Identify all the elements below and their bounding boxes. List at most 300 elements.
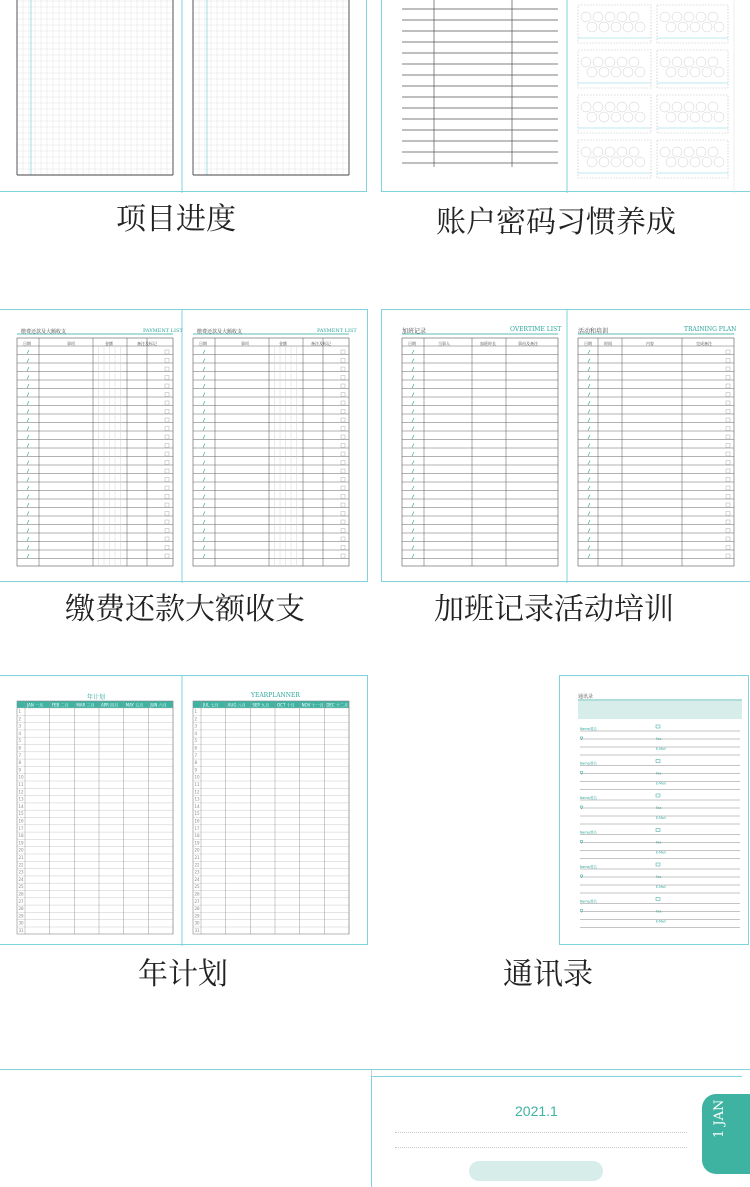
habit-hex [593,57,603,67]
contacts-pin-icon [580,772,583,775]
training-checkbox [726,478,730,482]
training-checkbox [726,384,730,388]
habit-hex [635,67,645,77]
habit-hex [666,157,676,167]
year-day-number: 12 [18,789,24,795]
year-day-number: 9 [18,767,22,773]
overtime-col-note: 事由及备注 [518,341,538,346]
payment-date-slash [203,393,205,397]
year-day-number: 20 [194,847,200,853]
payment-checkbox [341,469,345,473]
payment-date-slash [203,520,205,524]
payment-col-date-r: 日期 [199,341,207,346]
payment-date-slash [203,554,205,558]
contacts-pin-icon [580,910,583,913]
project-progress-grid [0,0,368,193]
overtime-date-slash [588,393,590,397]
overtime-date-slash [588,529,590,533]
payment-checkbox [165,529,169,533]
year-day-number: 30 [194,920,200,926]
payment-date-slash [203,503,205,507]
year-day-number: 29 [194,913,200,919]
payment-checkbox [341,520,345,524]
payment-table-border [193,338,349,566]
training-title: 活动和培训 [578,328,609,335]
year-month-label: AUG 八月 [227,702,246,708]
year-plan-notebook [0,675,368,945]
overtime-date-slash [412,546,414,550]
habit-hex [605,147,615,157]
year-day-number: 2 [194,716,198,722]
year-day-number: 10 [18,774,24,780]
training-checkbox [726,350,730,354]
contacts-fax-label: Fax [656,840,662,845]
overtime-date-slash [412,461,414,465]
contacts-email-label: E-Mail [656,747,666,751]
training-title-en: TRAINING PLAN [684,326,737,333]
overtime-table-border [402,338,558,566]
overtime-date-slash [588,384,590,388]
payment-checkbox [341,537,345,541]
payment-date-slash [27,520,29,524]
overtime-date-slash [412,554,414,558]
year-day-number: 3 [194,723,198,729]
habit-hex [587,157,597,167]
payment-checkbox [165,554,169,558]
payment-date-slash [203,410,205,414]
year-day-number: 22 [194,862,200,868]
payment-checkbox [341,418,345,422]
payment-checkbox [165,469,169,473]
year-day-number: 25 [194,884,200,890]
habit-hex [702,67,712,77]
payment-right-title-en: PAYMENT LIST [317,328,357,334]
overtime-date-slash [588,469,590,473]
payment-checkbox [341,393,345,397]
contacts-email-label: E-Mail [656,781,666,786]
contacts-phone-icon [656,794,660,797]
training-col-date: 日期 [584,341,592,346]
payment-date-slash [203,495,205,499]
habit-hex [599,67,609,77]
year-day-number: 14 [18,803,24,809]
habit-hex [672,147,682,157]
habit-hex [714,112,724,122]
payment-date-slash [203,486,205,490]
payment-checkbox [341,512,345,516]
payment-checkbox [165,384,169,388]
habit-hex [672,57,682,67]
habit-card [578,140,651,178]
training-checkbox [726,452,730,456]
contacts-fax-label: Fax [656,737,662,741]
year-day-number: 7 [194,752,198,758]
bottom-page-date: 2021.1 [515,1103,558,1119]
overtime-date-slash [412,478,414,482]
contacts-name-label: Name/姓名 [580,865,597,869]
payment-date-slash [203,444,205,448]
payment-date-slash [27,427,29,431]
habit-hex [666,67,676,77]
habit-hex [605,12,615,22]
year-day-number: 19 [18,840,24,846]
caption-project-progress: 项目进度 [116,202,236,237]
habit-hex [629,12,639,22]
habit-hex [660,57,670,67]
contacts-pin-icon [580,737,583,740]
year-day-number: 15 [194,811,200,817]
payment-checkbox [341,529,345,533]
overtime-date-slash [412,384,414,388]
habit-hex [714,67,724,77]
year-day-number: 17 [194,825,200,831]
year-day-number: 16 [18,818,24,824]
overtime-date-slash [412,427,414,431]
overtime-date-slash [412,410,414,414]
contacts-pin-icon [580,875,583,878]
year-day-number: 1 [194,709,198,714]
payment-col-note-r: 备注及标记 [311,341,331,346]
habit-hex [696,102,706,112]
payment-date-slash [203,529,205,533]
training-checkbox [726,393,730,397]
training-checkbox [726,418,730,422]
overtime-date-slash [588,512,590,516]
payment-date-slash [27,350,29,354]
payment-checkbox [341,546,345,550]
payment-checkbox [341,401,345,405]
payment-checkbox [341,503,345,507]
habit-hex [708,102,718,112]
payment-date-slash [203,384,205,388]
habit-hex [635,112,645,122]
habit-hex [702,22,712,32]
payment-checkbox [341,384,345,388]
habit-hex [593,12,603,22]
year-day-number: 8 [18,760,22,766]
year-day-number: 30 [18,920,24,926]
habit-hex [623,112,633,122]
payment-checkbox [165,478,169,482]
overtime-table-border [578,338,734,566]
overtime-date-slash [588,537,590,541]
overtime-col-time: 加班时长 [480,341,496,346]
payment-checkbox [341,350,345,354]
payment-col-amount-r: 金额 [279,341,287,346]
habit-hex [684,102,694,112]
contacts-phone-icon [656,863,660,866]
overtime-date-slash [588,444,590,448]
habit-hex [629,102,639,112]
habit-hex [684,147,694,157]
year-month-label: JAN 一月 [27,702,44,708]
payment-checkbox [341,376,345,380]
habit-hex [708,12,718,22]
payment-date-slash [27,529,29,533]
payment-checkbox [165,452,169,456]
year-day-number: 26 [18,891,24,897]
payment-left-title: 缴费还款及大额收支 [21,329,67,335]
training-checkbox [726,495,730,499]
habit-hex [684,57,694,67]
year-day-number: 3 [18,723,22,729]
payment-checkbox [165,503,169,507]
training-checkbox [726,520,730,524]
payment-date-slash [203,435,205,439]
year-day-number: 4 [194,730,198,736]
year-day-number: 17 [18,825,24,831]
bottom-dotted-line-2 [395,1147,687,1148]
year-month-label: JUL 七月 [203,702,219,708]
overtime-title-en: OVERTIME LIST [510,326,562,333]
contacts-email-label: E-Mail [656,885,666,889]
overtime-date-slash [588,410,590,414]
habit-hex [581,102,591,112]
payment-date-slash [27,469,29,473]
year-month-label: DEC 十二月 [326,702,349,708]
payment-checkbox [341,452,345,456]
habit-hex [617,57,627,67]
habit-hex [635,22,645,32]
overtime-date-slash [412,435,414,439]
year-day-number: 6 [18,745,22,751]
payment-checkbox [165,359,169,363]
year-day-number: 29 [18,913,24,919]
payment-date-slash [27,546,29,550]
year-day-number: 20 [18,847,24,853]
overtime-date-slash [588,350,590,354]
contacts-fax-label: Fax [656,909,662,914]
overtime-date-slash [588,376,590,380]
overtime-date-slash [588,478,590,482]
training-checkbox [726,461,730,465]
overtime-date-slash [588,401,590,405]
payment-col-amount: 金额 [105,341,113,346]
habit-hex [666,22,676,32]
habit-hex [587,112,597,122]
payment-checkbox [165,435,169,439]
overtime-col-person: 当事人 [438,341,450,346]
bottom-pill [469,1161,603,1181]
habit-hex [660,102,670,112]
overtime-date-slash [588,359,590,363]
payment-checkbox [341,478,345,482]
overtime-date-slash [412,469,414,473]
contacts-name-label: Name/姓名 [580,761,597,766]
training-checkbox [726,444,730,448]
year-day-number: 1 [18,709,22,714]
payment-date-slash [203,546,205,550]
habit-hex [708,57,718,67]
payment-col-item: 事项 [67,341,75,346]
caption-contacts: 通讯录 [503,957,593,992]
year-plan-title-right: YEARPLANNER [251,692,300,699]
habit-hex [696,147,706,157]
year-day-number: 26 [194,891,200,897]
year-day-number: 31 [194,928,200,933]
year-day-number: 12 [194,789,200,795]
training-checkbox [726,376,730,380]
year-month-label: MAR 三月 [76,702,95,708]
habit-hex [581,147,591,157]
payment-checkbox [165,546,169,550]
payment-checkbox [165,520,169,524]
bottom-dotted-line-1 [395,1132,687,1133]
overtime-date-slash [412,367,414,371]
overtime-date-slash [412,452,414,456]
habit-hex [660,147,670,157]
overtime-date-slash [412,495,414,499]
training-checkbox [726,503,730,507]
training-checkbox [726,486,730,490]
year-day-number: 21 [194,855,200,860]
payment-date-slash [27,478,29,482]
habit-card [578,5,651,43]
payment-date-slash [203,469,205,473]
year-month-label: FEB 二月 [51,702,69,708]
habit-hex [581,12,591,22]
habit-hex [617,147,627,157]
bottom-notebook [0,1069,750,1179]
year-day-number: 18 [194,833,200,839]
overtime-date-slash [412,486,414,490]
payment-date-slash [203,512,205,516]
contacts-title: 通讯录 [578,694,594,700]
habit-hex [611,157,621,167]
training-checkbox [726,537,730,541]
payment-checkbox [165,376,169,380]
contacts-email-label: E-Mail [656,816,666,820]
year-day-number: 5 [194,738,198,744]
contacts-name-label: Name/姓名 [580,796,597,800]
overtime-date-slash [588,452,590,456]
payment-checkbox [165,486,169,490]
overtime-date-slash [412,401,414,405]
year-day-number: 4 [18,730,22,736]
habit-hex [623,157,633,167]
year-day-number: 14 [194,803,200,809]
payment-checkbox [165,410,169,414]
year-day-number: 8 [194,760,198,766]
month-tab[interactable] [702,1094,750,1174]
habit-card [657,50,728,88]
payment-date-slash [203,376,205,380]
year-day-number: 21 [18,855,24,860]
habit-hex [623,22,633,32]
habit-hex [587,67,597,77]
payment-date-slash [27,444,29,448]
year-day-number: 2 [18,716,22,722]
contacts-email-label: E-Mail [656,850,666,855]
habit-card [578,50,651,88]
payment-checkbox [165,418,169,422]
account-habit-pages [382,0,750,193]
habit-hex [702,112,712,122]
payment-date-slash [203,350,205,354]
year-month-label: MAY 五月 [125,702,144,708]
payment-date-slash [203,418,205,422]
habit-hex [714,157,724,167]
payment-date-slash [203,452,205,456]
habit-hex [599,112,609,122]
caption-overtime-training: 加班记录活动培训 [434,592,674,627]
habit-hex [684,12,694,22]
contacts-name-label: Name/姓名 [580,830,597,835]
habit-hex [623,67,633,77]
contacts-header-band [578,701,742,719]
payment-checkbox [341,486,345,490]
payment-checkbox [341,444,345,448]
contacts-phone-icon [656,898,660,901]
caption-payment: 缴费还款大额收支 [65,592,305,627]
year-day-number: 28 [18,906,24,912]
habit-hex [635,157,645,167]
habit-hex [690,157,700,167]
contacts-name-label: Name/姓名 [580,727,597,731]
year-plan-grid [0,676,369,946]
year-day-number: 27 [18,898,24,904]
contacts-name-label: Name/姓名 [580,899,597,904]
payment-date-slash [27,503,29,507]
payment-checkbox [165,401,169,405]
payment-date-slash [203,401,205,405]
habit-hex [629,147,639,157]
training-checkbox [726,427,730,431]
training-checkbox [726,512,730,516]
payment-date-slash [27,410,29,414]
overtime-date-slash [412,529,414,533]
habit-hex [690,67,700,77]
year-day-number: 11 [18,782,24,787]
overtime-date-slash [412,350,414,354]
habit-card [657,140,728,178]
habit-hex [599,157,609,167]
habit-hex [696,57,706,67]
habit-hex [678,67,688,77]
payment-date-slash [203,427,205,431]
payment-date-slash [27,512,29,516]
payment-date-slash [27,376,29,380]
payment-col-date: 日期 [23,341,31,346]
habit-card [578,95,651,133]
habit-hex [672,102,682,112]
habit-hex [690,22,700,32]
training-checkbox [726,435,730,439]
training-checkbox [726,554,730,558]
year-plan-title-left: 年计划 [87,694,106,701]
payment-checkbox [165,393,169,397]
habit-hex [690,112,700,122]
year-day-number: 10 [194,774,200,780]
overtime-date-slash [588,546,590,550]
payment-checkbox [165,444,169,448]
payment-checkbox [341,367,345,371]
year-day-number: 27 [194,898,200,904]
year-day-number: 9 [194,767,198,773]
month-tab-label: 1 JAN [712,1099,727,1138]
training-checkbox [726,401,730,405]
payment-checkbox [341,435,345,439]
year-day-number: 16 [194,818,200,824]
habit-hex [708,147,718,157]
overtime-date-slash [412,444,414,448]
habit-hex [702,157,712,167]
project-progress-notebook [0,0,367,192]
overtime-date-slash [588,435,590,439]
payment-date-slash [27,418,29,422]
overtime-date-slash [588,495,590,499]
contacts-pin-icon [580,841,583,844]
